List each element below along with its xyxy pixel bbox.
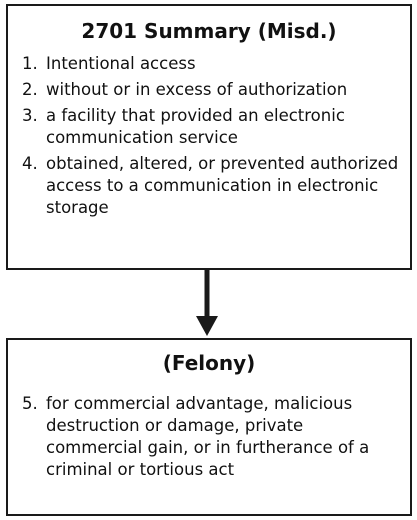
item-number: 1. <box>22 54 38 73</box>
list-item <box>8 393 410 481</box>
list-item <box>8 79 410 101</box>
item-number: 3. <box>22 106 38 125</box>
item-text: a facility that provided an electronic communication service <box>46 106 345 147</box>
item-number: 2. <box>22 80 38 99</box>
summary-box <box>6 4 412 270</box>
item-number: 4. <box>22 154 38 173</box>
list-item <box>8 153 410 219</box>
item-text: without or in excess of authorization <box>46 80 348 99</box>
summary-list <box>8 53 410 219</box>
item-text: Intentional access <box>46 54 196 73</box>
item-text: for commercial advantage, malicious destruction or damage, private commercial gain, or in furtherance of a criminal or tortious act <box>46 394 370 479</box>
arrow-head <box>196 316 218 336</box>
felony-box <box>6 338 412 516</box>
list-item <box>8 105 410 149</box>
down-arrow-icon <box>195 270 219 338</box>
summary-title: 2701 Summary (Misd.) <box>81 19 337 43</box>
felony-title: (Felony) <box>162 351 256 375</box>
list-item <box>8 53 410 75</box>
felony-list <box>8 393 410 481</box>
item-number: 5. <box>22 394 38 413</box>
item-text: obtained, altered, or prevented authorized access to a communication in electronic storage <box>46 154 399 217</box>
